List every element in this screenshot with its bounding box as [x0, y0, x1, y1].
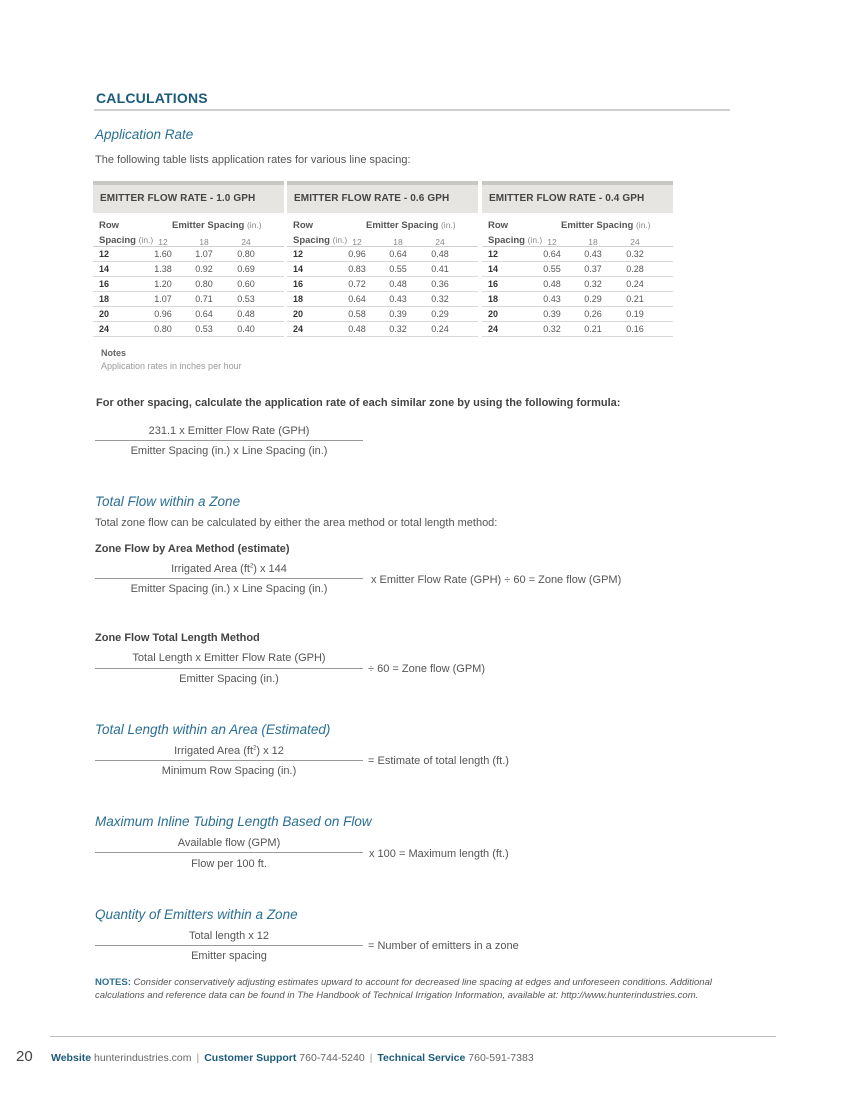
table-cell: 1.60	[154, 249, 172, 259]
table-title: EMITTER FLOW RATE - 1.0 GPH	[93, 181, 284, 213]
emitter-quantity-denominator: Emitter spacing	[191, 950, 267, 962]
table-cell: 0.80	[237, 249, 255, 259]
fraction-bar	[95, 578, 363, 579]
length-method-result: ÷ 60 = Zone flow (GPM)	[368, 663, 485, 675]
table-cell: 0.32	[584, 279, 602, 289]
spacing-label: Spacing (in.)	[488, 235, 543, 246]
table-title: EMITTER FLOW RATE - 0.6 GPH	[287, 181, 478, 213]
column-header: 12	[352, 237, 362, 247]
application-rate-table	[287, 181, 478, 337]
row-spacing: 16	[293, 279, 304, 289]
emitter-spacing-label: Emitter Spacing (in.)	[366, 220, 456, 231]
total-flow-intro: Total zone flow can be calculated by either the area method or total length method:	[95, 517, 498, 529]
table-cell: 0.48	[237, 309, 255, 319]
technical-service-label: Technical Service	[377, 1052, 466, 1064]
table-cell: 0.21	[584, 324, 602, 334]
other-spacing-instruction: For other spacing, calculate the application rate of each similar zone by using the following formula:	[96, 397, 621, 409]
table-row	[93, 322, 284, 337]
table-cell: 0.32	[389, 324, 407, 334]
table-row	[287, 292, 478, 307]
website-label: Website	[51, 1052, 92, 1064]
fraction-bar	[95, 668, 363, 669]
table-cell: 0.29	[431, 309, 449, 319]
row-label: Row	[488, 220, 509, 231]
area-method-numerator: Irrigated Area $(ft^2)$ x 144	[171, 563, 287, 575]
row-spacing: 16	[99, 279, 110, 289]
fraction-bar	[95, 945, 363, 946]
table-cell: 0.96	[348, 249, 366, 259]
table-cell: 1.38	[154, 264, 172, 274]
column-header: 18	[588, 237, 598, 247]
column-header: 24	[241, 237, 251, 247]
table-cell: 0.64	[389, 249, 407, 259]
table-cell: 0.80	[154, 324, 172, 334]
formula-denominator: Emitter Spacing (in.) x Line Spacing (in.)	[130, 445, 328, 457]
table-cell: 0.16	[626, 324, 644, 334]
row-label: Row	[99, 220, 120, 231]
table-cell: 0.83	[348, 264, 366, 274]
table-cell: 1.07	[195, 249, 213, 259]
row-spacing: 24	[488, 324, 499, 334]
total-length-denominator: Minimum Row Spacing (in.)	[161, 765, 297, 777]
table-cell: 0.26	[584, 309, 602, 319]
column-header: 24	[630, 237, 640, 247]
table-cell: 0.32	[626, 249, 644, 259]
row-spacing: 12	[293, 249, 304, 259]
table-row	[93, 292, 284, 307]
column-header: 18	[199, 237, 209, 247]
table-cell: 0.19	[626, 309, 644, 319]
table-cell: 0.55	[389, 264, 407, 274]
formula-numerator: 231.1 x Emitter Flow Rate (GPH)	[148, 425, 310, 437]
table-row	[287, 277, 478, 292]
row-spacing: 24	[293, 324, 304, 334]
table-row	[287, 247, 478, 262]
table-notes-label: Notes	[101, 348, 127, 358]
emitter-quantity-result: = Number of emitters in a zone	[368, 940, 519, 952]
table-cell: 0.48	[543, 279, 561, 289]
length-method-heading: Zone Flow Total Length Method	[95, 632, 260, 644]
area-method-denominator: Emitter Spacing (in.) x Line Spacing (in.)	[130, 583, 328, 595]
table-cell: 0.36	[431, 279, 449, 289]
total-length-heading: Total Length within an Area (Estimated)	[95, 722, 331, 737]
application-rate-heading: Application Rate	[95, 127, 194, 142]
column-header: 18	[393, 237, 403, 247]
table-cell: 0.64	[195, 309, 213, 319]
row-spacing: 20	[293, 309, 304, 319]
emitter-spacing-label: Emitter Spacing (in.)	[172, 220, 262, 231]
row-spacing: 18	[293, 294, 304, 304]
table-cell: 0.48	[431, 249, 449, 259]
bottom-notes-label: NOTES:	[95, 977, 131, 988]
table-row	[482, 277, 673, 292]
section-title: CALCULATIONS	[96, 90, 208, 106]
table-cell: 0.39	[543, 309, 561, 319]
row-spacing: 14	[99, 264, 110, 274]
table-row	[482, 292, 673, 307]
table-cell: 0.64	[348, 294, 366, 304]
table-row	[482, 247, 673, 262]
length-method-denominator: Emitter Spacing (in.)	[179, 673, 279, 685]
column-header: 12	[547, 237, 557, 247]
footer-divider	[50, 1036, 776, 1037]
table-row	[482, 307, 673, 322]
table-row	[93, 247, 284, 262]
table-cell: 0.64	[543, 249, 561, 259]
table-header	[287, 213, 478, 247]
table-row	[93, 307, 284, 322]
table-row	[93, 277, 284, 292]
table-cell: 1.20	[154, 279, 172, 289]
table-cell: 0.48	[389, 279, 407, 289]
table-cell: 0.58	[348, 309, 366, 319]
row-spacing: 14	[488, 264, 499, 274]
table-cell: 0.39	[389, 309, 407, 319]
row-spacing: 20	[488, 309, 499, 319]
fraction-bar	[95, 440, 363, 441]
table-cell: 0.41	[431, 264, 449, 274]
table-cell: 0.53	[237, 294, 255, 304]
table-cell: 0.60	[237, 279, 255, 289]
total-length-result: = Estimate of total length (ft.)	[368, 755, 509, 767]
table-cell: 0.29	[584, 294, 602, 304]
website-link[interactable]: hunterindustries.com	[94, 1052, 192, 1064]
column-header: 12	[158, 237, 168, 247]
max-tubing-heading: Maximum Inline Tubing Length Based on Flow	[95, 814, 372, 829]
table-row	[482, 322, 673, 337]
emitter-quantity-heading: Quantity of Emitters within a Zone	[95, 907, 298, 922]
technical-service-phone: 760-591-7383	[468, 1052, 534, 1064]
table-header	[93, 213, 284, 247]
table-cell: 0.96	[154, 309, 172, 319]
table-cell: 0.55	[543, 264, 561, 274]
row-spacing: 24	[99, 324, 110, 334]
table-cell: 0.28	[626, 264, 644, 274]
fraction-bar	[95, 852, 363, 853]
fraction-bar	[95, 760, 363, 761]
customer-support-label: Customer Support	[204, 1052, 297, 1064]
table-cell: 0.40	[237, 324, 255, 334]
customer-support-phone: 760-744-5240	[299, 1052, 365, 1064]
table-cell: 0.69	[237, 264, 255, 274]
total-flow-heading: Total Flow within a Zone	[95, 494, 241, 509]
table-row	[287, 307, 478, 322]
table-cell: 0.43	[543, 294, 561, 304]
table-cell: 0.43	[584, 249, 602, 259]
row-spacing: 12	[488, 249, 499, 259]
table-cell: 0.24	[626, 279, 644, 289]
table-notes-text: Application rates in inches per hour	[101, 361, 242, 371]
page-number: 20	[16, 1048, 33, 1065]
length-method-numerator: Total Length x Emitter Flow Rate (GPH)	[132, 652, 326, 664]
emitter-spacing-label: Emitter Spacing (in.)	[561, 220, 651, 231]
table-row	[287, 322, 478, 337]
application-rate-table	[93, 181, 284, 337]
area-method-result: x Emitter Flow Rate (GPH) ÷ 60 = Zone flow (GPM)	[371, 574, 622, 586]
row-spacing: 12	[99, 249, 110, 259]
row-spacing: 20	[99, 309, 110, 319]
section-divider	[94, 109, 730, 111]
table-cell: 0.21	[626, 294, 644, 304]
max-tubing-numerator: Available flow (GPM)	[177, 837, 281, 849]
area-method-heading: Zone Flow by Area Method (estimate)	[95, 543, 290, 555]
table-cell: 0.24	[431, 324, 449, 334]
total-length-numerator: Irrigated Area $(ft^2)$ x 12	[174, 745, 284, 757]
footer-contact: Website hunterindustries.com | Customer Support 760-744-5240 | Technical Service 760-591-7383	[51, 1052, 534, 1064]
column-header: 24	[435, 237, 445, 247]
table-header	[482, 213, 673, 247]
table-cell: 0.92	[195, 264, 213, 274]
row-spacing: 16	[488, 279, 499, 289]
application-rate-intro: The following table lists application rates for various line spacing:	[95, 154, 411, 166]
max-tubing-denominator: Flow per 100 ft.	[191, 858, 267, 870]
table-cell: 0.43	[389, 294, 407, 304]
table-title: EMITTER FLOW RATE - 0.4 GPH	[482, 181, 673, 213]
row-spacing: 14	[293, 264, 304, 274]
bottom-notes-text: Consider conservatively adjusting estimates upward to account for decreased line spacing at edges and unforeseen conditions. Additional calculations and reference data can be found in The Handbook of Technical Irrigation Information, available at: http://www.hunterindustries.com.	[95, 977, 712, 1001]
application-rate-table	[482, 181, 673, 337]
table-cell: 0.53	[195, 324, 213, 334]
spacing-label: Spacing (in.)	[293, 235, 348, 246]
table-cell: 0.48	[348, 324, 366, 334]
row-label: Row	[293, 220, 314, 231]
spacing-label: Spacing (in.)	[99, 235, 154, 246]
emitter-quantity-numerator: Total length x 12	[188, 930, 270, 942]
bottom-notes	[95, 977, 745, 1002]
table-cell: 1.07	[154, 294, 172, 304]
row-spacing: 18	[488, 294, 499, 304]
table-cell: 0.32	[543, 324, 561, 334]
table-cell: 0.71	[195, 294, 213, 304]
table-row	[93, 262, 284, 277]
table-cell: 0.32	[431, 294, 449, 304]
table-row	[482, 262, 673, 277]
table-cell: 0.80	[195, 279, 213, 289]
max-tubing-result: x 100 = Maximum length (ft.)	[369, 848, 509, 860]
table-cell: 0.72	[348, 279, 366, 289]
table-cell: 0.37	[584, 264, 602, 274]
row-spacing: 18	[99, 294, 110, 304]
table-row	[287, 262, 478, 277]
